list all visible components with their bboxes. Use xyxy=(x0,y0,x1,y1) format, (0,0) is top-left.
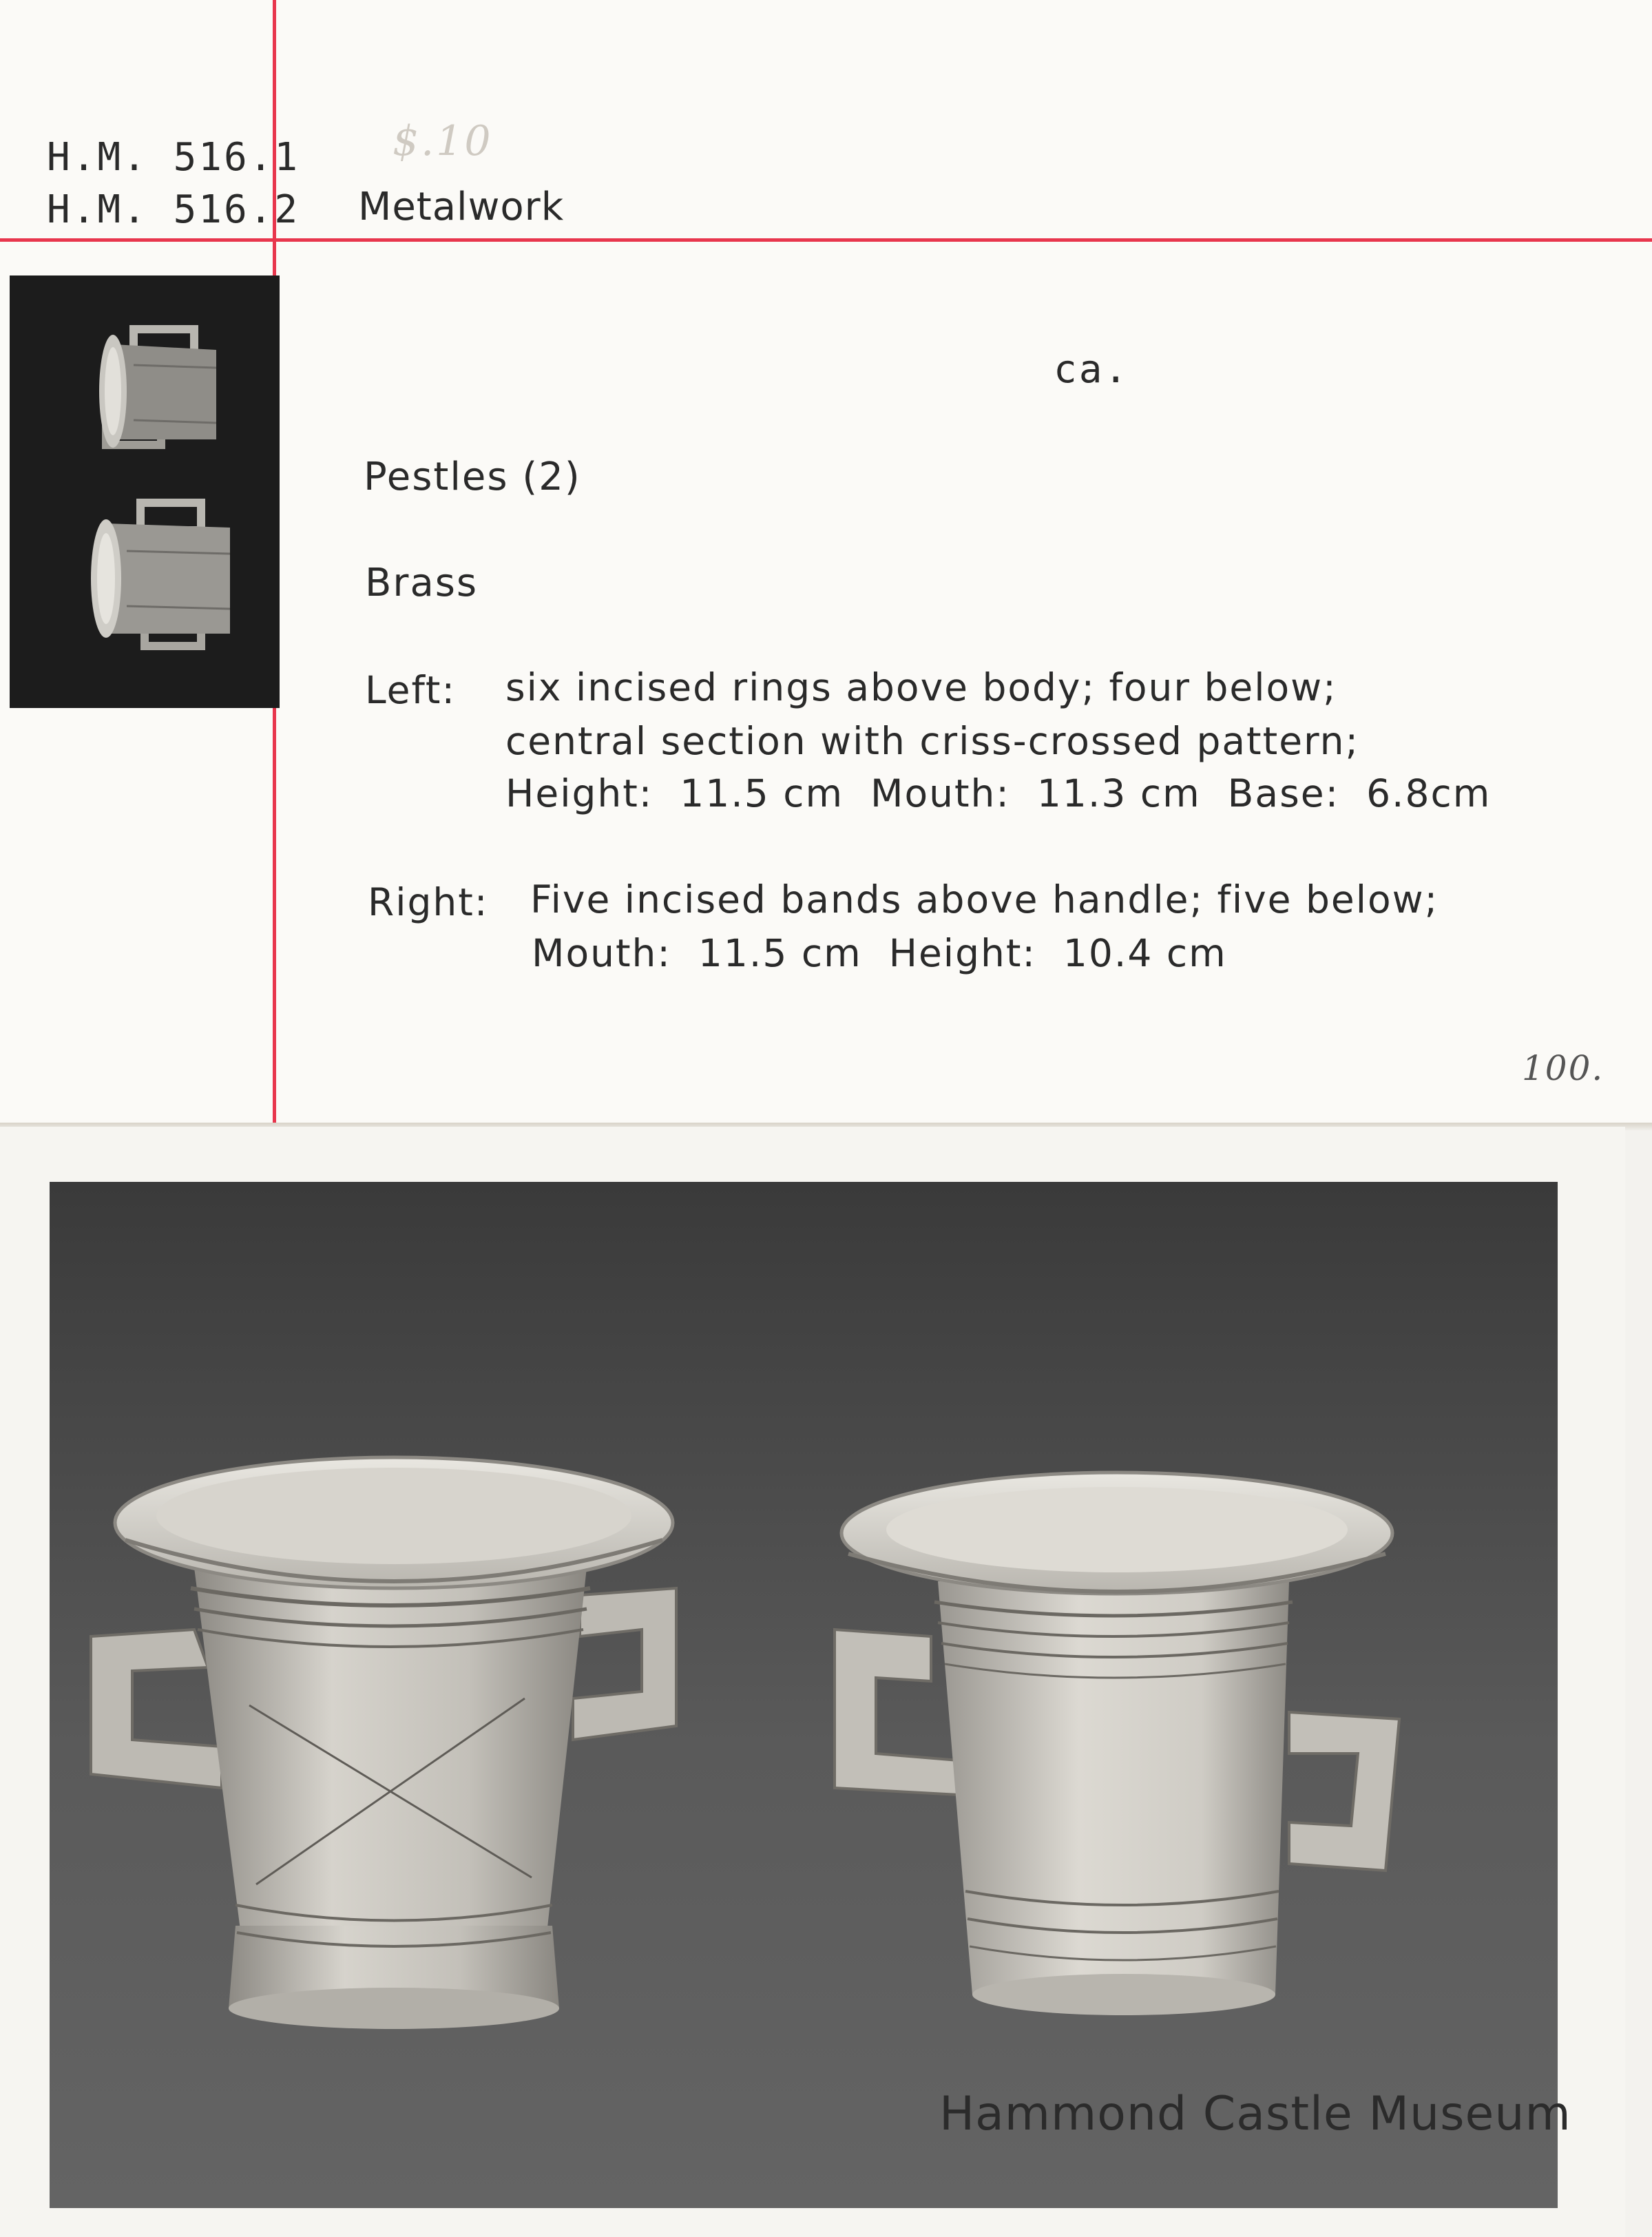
mortars-photograph-image xyxy=(50,1182,1558,2208)
accession-number-2: H.M. 516.2 xyxy=(47,187,300,232)
handwritten-number: 100. xyxy=(1522,1048,1604,1088)
thumbnail-photo xyxy=(10,275,280,708)
left-object-label: Left: xyxy=(365,668,457,712)
left-mortar xyxy=(91,1457,676,2029)
thumbnail-mortars-image xyxy=(10,275,280,708)
accession-number-1: H.M. 516.1 xyxy=(47,135,300,180)
left-description-line-2: central section with criss-crossed pattern; xyxy=(505,719,1360,763)
pencil-price-note: $.10 xyxy=(393,117,493,165)
material-field: Brass xyxy=(365,561,479,605)
mortars-photograph xyxy=(50,1182,1558,2208)
department-label: Metalwork xyxy=(358,185,565,229)
museum-watermark: Hammond Castle Museum xyxy=(939,2087,1571,2141)
right-dimensions: Mouth: 11.5 cm Height: 10.4 cm xyxy=(532,931,1227,975)
left-dimensions: Height: 11.5 cm Mouth: 11.3 cm Base: 6.8cm xyxy=(505,771,1492,815)
left-description-line-1: six incised rings above body; four below; xyxy=(505,665,1337,709)
right-mortar xyxy=(835,1473,1399,2015)
right-description-line-1: Five incised bands above handle; five below; xyxy=(530,877,1439,922)
date-field: ca. xyxy=(1054,347,1130,392)
right-object-label: Right: xyxy=(368,880,489,924)
card-horizontal-rule xyxy=(0,238,1652,242)
object-title: Pestles (2) xyxy=(364,455,581,499)
